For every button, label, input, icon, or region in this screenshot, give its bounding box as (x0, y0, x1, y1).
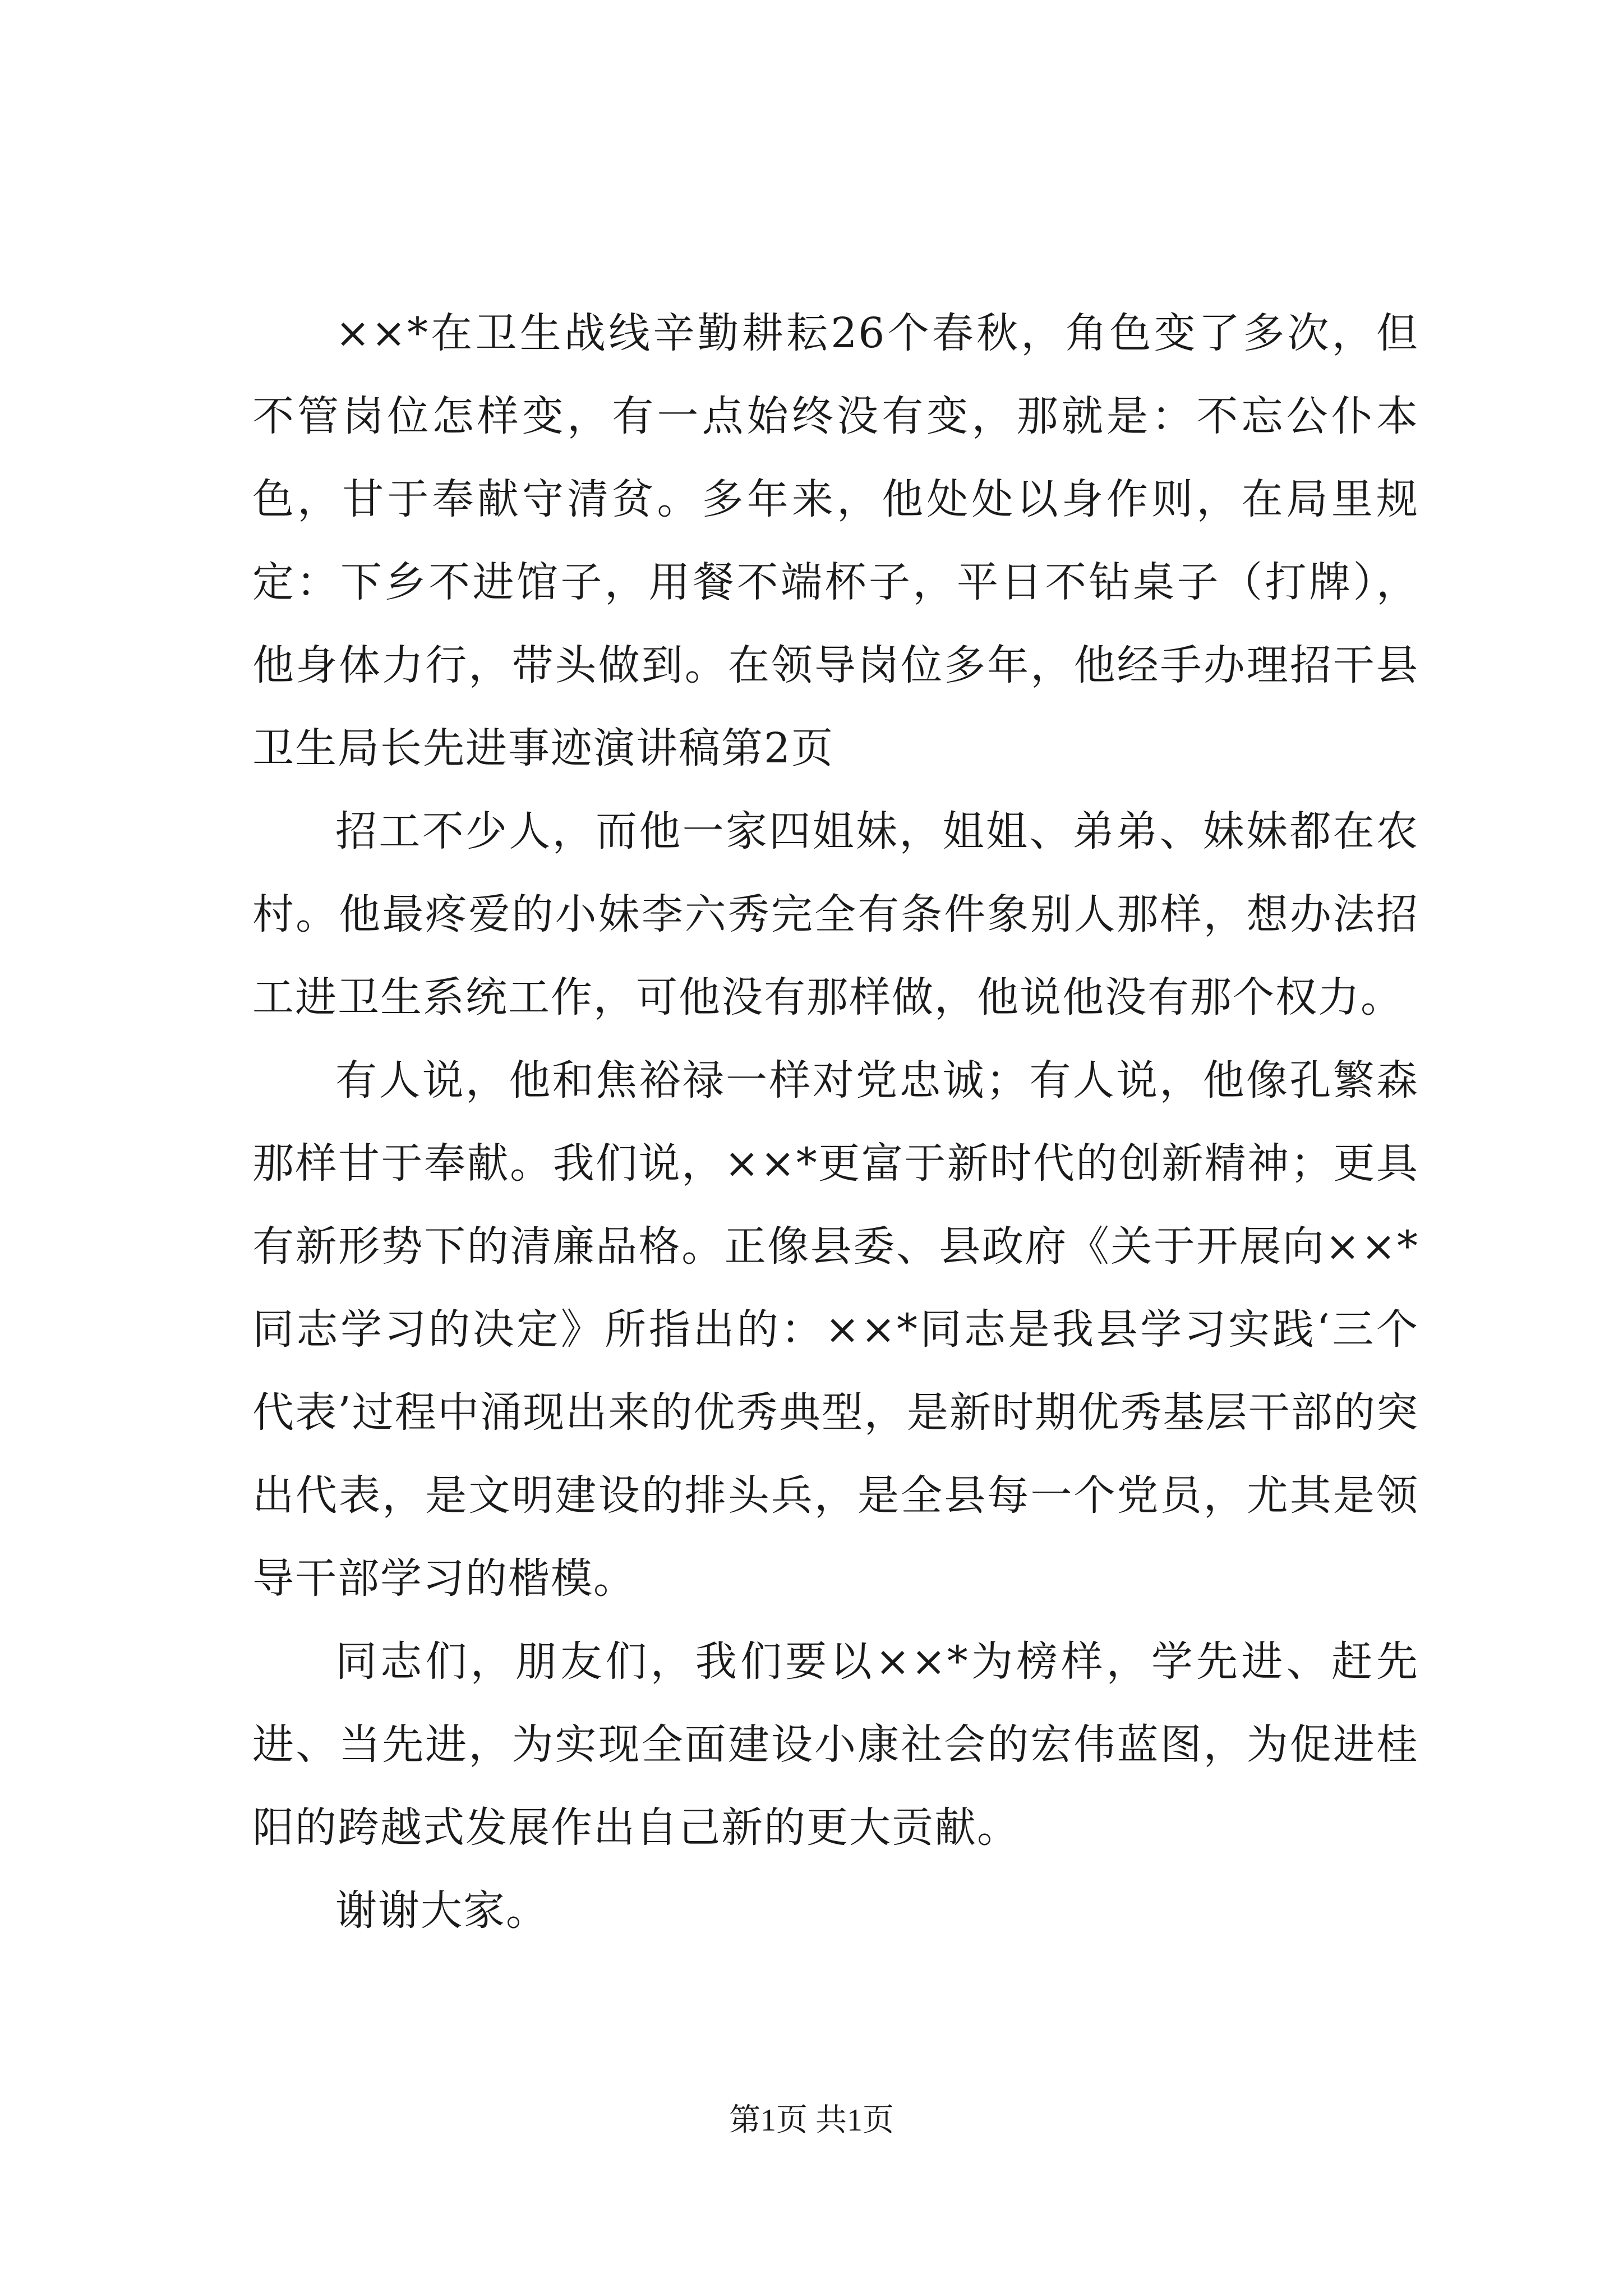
page-footer: 第1页 共1页 (729, 2103, 894, 2138)
document-body (252, 292, 1419, 1952)
paragraph-3: 有人说，他和焦裕禄一样对党忠诚；有人说，他像孔繁森那样甘于奉献。我们说，××*更富于新时代的创新精神；更具有新形势下的清廉品格。正像县委、县政府《关于开展向××*同志学习的决定》所指出的：××*同志是我县学习实践‘三个代表’过程中涌现出来的优秀典型，是新时期优秀基层干部的突出代表，是文明建设的排头兵，是全县每一个党员，尤其是领导干部学习的楷模。 (252, 1056, 1419, 1603)
paragraph-2: 招工不少人，而他一家四姐妹，姐姐、弟弟、妹妹都在农村。他最疼爱的小妹李六秀完全有条件象别人那样，想办法招工进卫生系统工作，可他没有那样做，他说他没有那个权力。 (252, 807, 1419, 1022)
paragraph-1: ××*在卫生战线辛勤耕耘26个春秋，角色变了多次，但不管岗位怎样变，有一点始终没有变，那就是：不忘公仆本色，甘于奉献守清贫。多年来，他处处以身作则，在局里规定：下乡不进馆子，用餐不端杯子，平日不钻桌子（打牌），他身体力行，带头做到。在领导岗位多年，他经手办理招干县卫生局长先进事迹演讲稿第2页 (252, 309, 1419, 772)
paragraph-4: 同志们，朋友们，我们要以××*为榜样，学先进、赶先进、当先进，为实现全面建设小康社会的宏伟蓝图，为促进桂阳的跨越式发展作出自己新的更大贡献。 (252, 1637, 1419, 1852)
paragraph-5: 谢谢大家。 (335, 1887, 548, 1935)
